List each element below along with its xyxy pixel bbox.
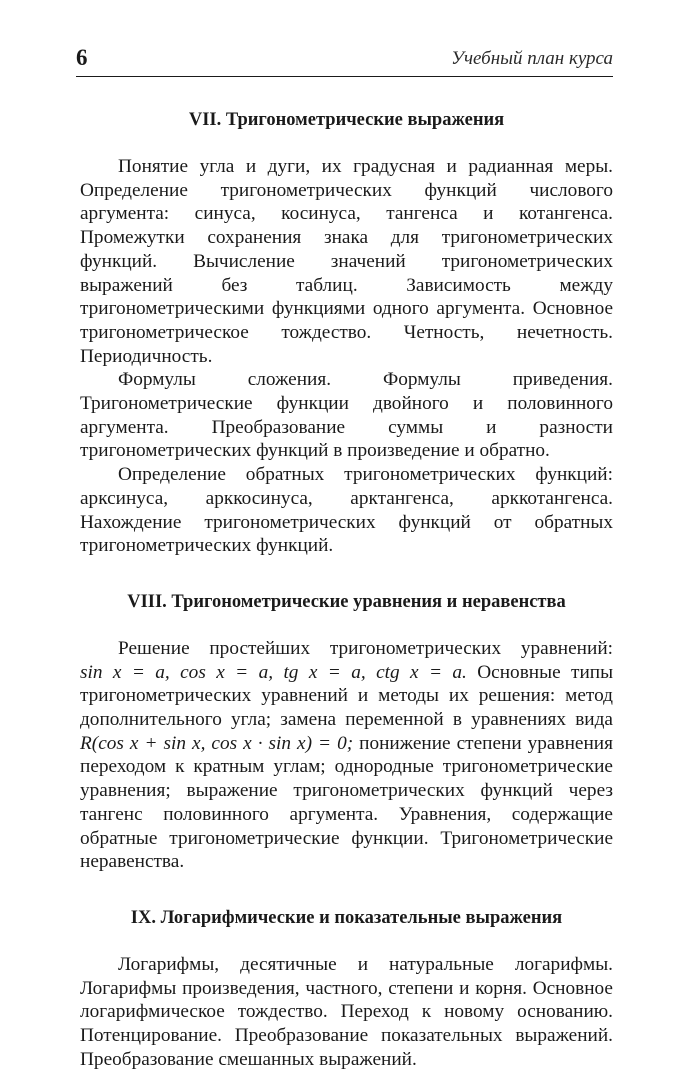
paragraph: Понятие угла и дуги, их градусная и радианная меры. Определение тригонометрических функций числового аргумента: синуса, косинуса, тангенса и котангенса. Промежутки сохранения знака для тригонометрических функций. Вычисление значений тригонометрических выражений без таблиц. Зависимость между тригонометрическими функциями одного аргумента. Основное тригонометрическое тождество. Четность, нечетность. Периодичность. <box>80 156 613 367</box>
page-content <box>80 108 613 1072</box>
page-number: 6 <box>76 45 88 70</box>
section-title: VII. Тригонометрические выражения <box>188 110 505 130</box>
running-head: Учебный план курса <box>451 48 613 69</box>
section-viii <box>80 590 613 874</box>
paragraph: Определение обратных тригонометрических функций: арксинуса, арккосинуса, арктангенса, арккотангенса. Нахождение тригонометрических функций от обратных тригонометрических функций. <box>80 464 613 557</box>
header-rule <box>76 76 613 77</box>
section-vii <box>80 108 613 558</box>
section-ix <box>80 906 613 1072</box>
paragraph-text: Основные типы тригонометрических уравнений и методы их решения: метод дополнительного угла; замена переменной в уравнениях вида <box>80 661 614 731</box>
formula: ctg x = a. <box>376 661 467 683</box>
formula: sin x = a, <box>80 661 170 683</box>
paragraph-with-formulas <box>80 637 613 874</box>
paragraph: Формулы сложения. Формулы приведения. Тригонометрические функции двойного и половинного аргумента. Преобразование суммы и разности тригонометрических функций в произведение и обратно. <box>80 369 613 462</box>
formula: tg x = a, <box>283 661 366 683</box>
paragraph-text: Решение простейших тригонометрических уравнений: <box>118 637 613 659</box>
paragraph-text: понижение степени уравнения переходом к кратным углам; однородные тригонометрические уравнения; выражение тригонометрических функций через тангенс половинного аргумента. Уравнения, содержащие обратные тригонометрические функции. Тригонометрические неравенства. <box>80 732 613 873</box>
formula: R(cos x + sin x, cos x · sin x) = 0; <box>80 732 354 754</box>
section-title: IX. Логарифмические и показательные выражения <box>130 907 563 928</box>
formula: cos x = a, <box>180 661 274 683</box>
paragraph: Логарифмы, десятичные и натуральные логарифмы. Логарифмы произведения, частного, степени и корня. Основное логарифмическое тождество. Переход к новому основанию. Потенцирование. Преобразование показательных выражений. Преобразование смешанных выражений. <box>80 953 613 1070</box>
section-title: VIII. Тригонометрические уравнения и неравенства <box>127 591 566 612</box>
